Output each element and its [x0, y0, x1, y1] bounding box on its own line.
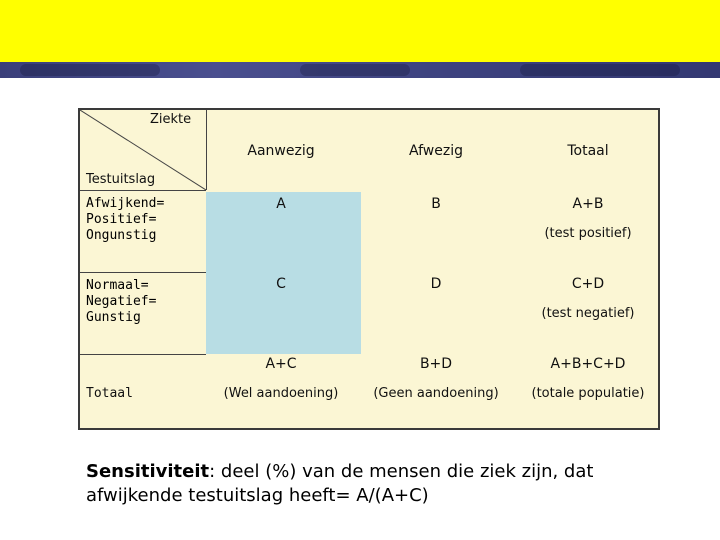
contingency-table: [78, 108, 660, 430]
highlight-column-aanwezig: [206, 192, 361, 354]
definition-text: [86, 460, 706, 508]
row-divider: [80, 354, 206, 355]
cell-b: B: [431, 196, 441, 212]
corner-label-testuitslag: Testuitslag: [86, 172, 156, 187]
cell-test-negatief: (test negatief): [541, 306, 635, 321]
definition-line2: afwijkende testuitslag heeft= A/(A+C): [86, 485, 429, 506]
row-label-negatief: Normaal= Negatief= Gunstig: [86, 278, 157, 325]
col-header-aanwezig: Aanwezig: [247, 143, 315, 159]
cell-b-plus-d: B+D: [419, 356, 453, 372]
cell-a: A: [276, 196, 286, 212]
row-label-totaal: Totaal: [86, 386, 133, 401]
cell-totale-populatie: (totale populatie): [531, 386, 645, 401]
cell-c: C: [276, 276, 286, 292]
cell-a-plus-c: A+C: [265, 356, 297, 372]
col-header-afwezig: Afwezig: [409, 143, 463, 159]
header-yellow-band: [0, 0, 720, 62]
cell-d: D: [430, 276, 442, 292]
definition-term: Sensitiviteit: [86, 461, 210, 482]
row-divider: [80, 272, 206, 273]
definition-line1: : deel (%) van de mensen die ziek zijn, dat: [209, 461, 594, 482]
corner-bottom-line: [80, 190, 206, 191]
corner-label-ziekte: Ziekte: [150, 112, 192, 127]
cell-geen-aandoening: (Geen aandoening): [373, 386, 499, 401]
cell-test-positief: (test positief): [544, 226, 632, 241]
cell-totale-populatie-sum: A+B+C+D: [550, 356, 626, 372]
cell-a-plus-b: A+B: [572, 196, 604, 212]
cell-wel-aandoening: (Wel aandoening): [223, 386, 339, 401]
corner-right-line: [206, 110, 207, 190]
header-blue-band: [0, 62, 720, 78]
col-header-totaal: Totaal: [567, 143, 609, 159]
row-label-positief: Afwijkend= Positief= Ongunstig: [86, 196, 165, 243]
cell-c-plus-d: C+D: [571, 276, 605, 292]
